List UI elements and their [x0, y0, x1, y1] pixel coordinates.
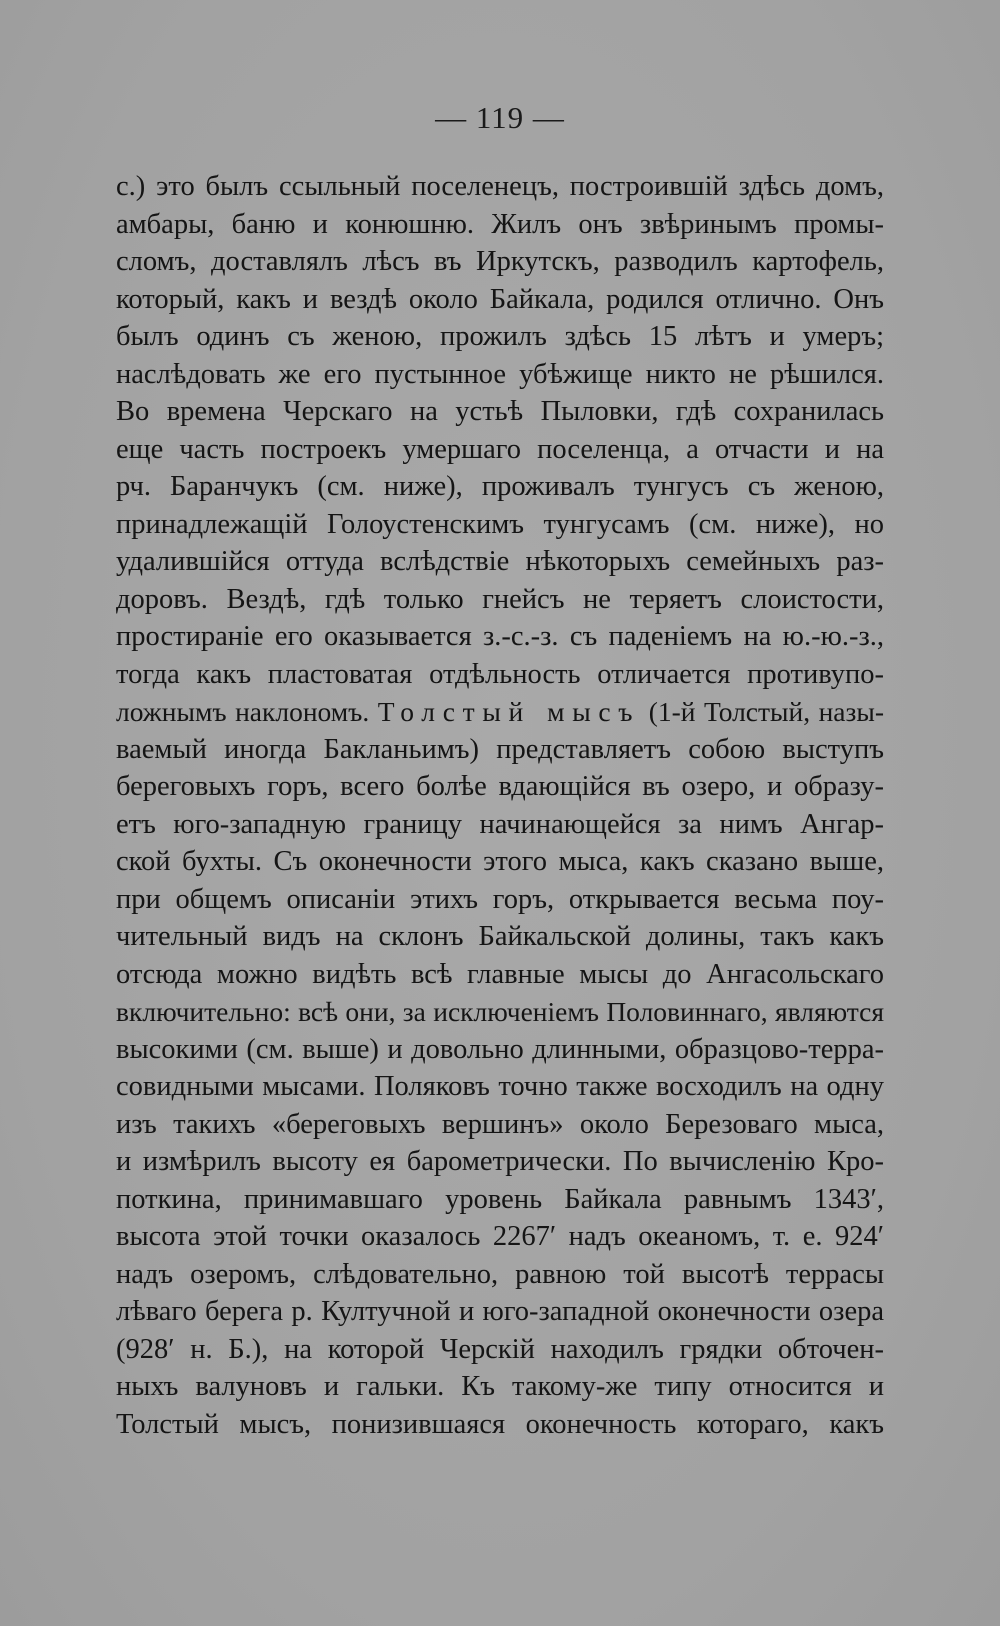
- text-line: наслѣдовать же его пустынное убѣжище никто не рѣшился.: [116, 358, 884, 390]
- text-line: надъ озеромъ, слѣдовательно, равною той высотѣ террасы: [116, 1258, 884, 1290]
- text-line: доровъ. Вездѣ, гдѣ только гнейсъ не теряетъ слоистости,: [116, 583, 884, 615]
- text-line: при общемъ описаніи этихъ горъ, открывается весьма поу-: [116, 883, 884, 915]
- line-end: (1-й Толстый, назы-: [648, 696, 884, 727]
- text-line: тогда какъ пластоватая отдѣльность отличается противупо-: [116, 658, 884, 690]
- text-line: изъ такихъ «береговыхъ вершинъ» около Березоваго мыса,: [116, 1108, 884, 1140]
- text-line: чительный видъ на склонъ Байкальской долины, такъ какъ: [116, 921, 884, 952]
- text-line: былъ одинъ съ женою, прожилъ здѣсь 15 лѣтъ и умеръ;: [116, 321, 884, 352]
- body-text: [116, 168, 884, 1443]
- text-line: принадлежащій Голоустенскимъ тунгусамъ (см. ниже), но: [116, 508, 884, 540]
- text-line: с.) это былъ ссыльный поселенецъ, построившій здѣсь домъ,: [116, 171, 884, 202]
- text-line: лѣваго берега р. Култучной и юго-западной оконечности озера: [116, 1296, 884, 1327]
- text-line: высокими (см. выше) и довольно длинными, образцово-терра-: [116, 1033, 884, 1065]
- spaced-emphasis: Толстый мысъ: [377, 696, 641, 727]
- text-line: (928′ н. Б.), на которой Черскій находилъ грядки обточен-: [116, 1333, 884, 1365]
- text-line: простираніе его оказывается з.-с.-з. съ паденіемъ на ю.-ю.-з.,: [116, 621, 884, 652]
- text-line: совидными мысами. Поляковъ точно также восходилъ на одну: [116, 1071, 884, 1102]
- text-line: ваемый иногда Бакланьимъ) представляетъ собою выступъ: [116, 733, 884, 765]
- text-line: отсюда можно видѣть всѣ главные мысы до Ангасольскаго: [116, 958, 884, 990]
- text-line: Толстый мысъ, понизившаяся оконечность котораго, какъ: [116, 1408, 884, 1440]
- page-number: — 119 —: [435, 100, 565, 135]
- text-line: еще часть построекъ умершаго поселенца, а отчасти и на: [116, 433, 884, 465]
- text-line: ской бухты. Съ оконечности этого мыса, какъ сказано выше,: [116, 846, 884, 877]
- text-line: высота этой точки оказалось 2267′ надъ океаномъ, т. е. 924′: [116, 1221, 884, 1252]
- text-line: и измѣрилъ высоту ея барометрически. По вычисленію Кро-: [116, 1146, 884, 1177]
- text-line: поткина, принимавшаго уровень Байкала равнымъ 1343′,: [116, 1183, 884, 1215]
- text-line: который, какъ и вездѣ около Байкала, родился отлично. Онъ: [116, 283, 884, 315]
- text-line-mixed: [116, 693, 884, 731]
- text-line: Во времена Черскаго на устьѣ Пыловки, гдѣ сохранилась: [116, 396, 884, 427]
- text-line: етъ юго-западную границу начинающейся за нимъ Ангар-: [116, 808, 884, 840]
- text-line: сломъ, доставлялъ лѣсъ въ Иркутскъ, разводилъ картофель,: [116, 246, 884, 277]
- text-line: включительно: всѣ они, за исключеніемъ Половиннаго, являются: [116, 996, 884, 1027]
- text-line: ныхъ валуновъ и гальки. Къ такому-же типу относится и: [116, 1371, 884, 1402]
- text-line: амбары, баню и конюшню. Жилъ онъ звѣринымъ промы-: [116, 208, 884, 240]
- line-start: ложнымъ наклономъ.: [116, 696, 370, 727]
- text-line: удалившійся оттуда вслѣдствіе нѣкоторыхъ семейныхъ раз-: [116, 546, 884, 577]
- text-line: рч. Баранчукъ (см. ниже), проживалъ тунгусъ съ женою,: [116, 471, 884, 502]
- text-line: береговыхъ горъ, всего болѣе вдающійся въ озеро, и образу-: [116, 771, 884, 802]
